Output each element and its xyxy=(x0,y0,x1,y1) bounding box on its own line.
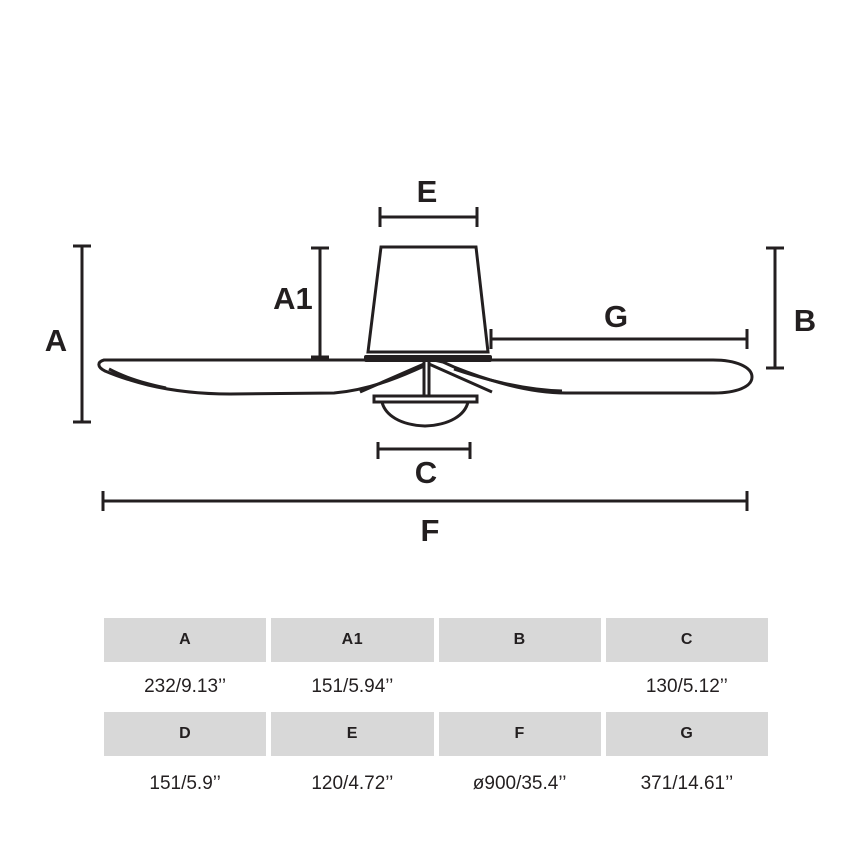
table-value-cell-f: ø900/35.4’’ xyxy=(439,756,601,812)
dim-f-label: F xyxy=(420,513,440,548)
dim-g-label: G xyxy=(603,299,629,334)
table-header-cell-a: A xyxy=(104,618,266,662)
dim-e-label: E xyxy=(416,174,438,209)
table-header-cell-e: E xyxy=(271,712,433,756)
dim-a1-label: A1 xyxy=(273,281,313,316)
dim-f-line xyxy=(103,491,747,511)
left-blade xyxy=(99,360,424,394)
table-header-cell-a1: A1 xyxy=(271,618,433,662)
dim-b-label: B xyxy=(793,303,817,338)
dim-c-label: C xyxy=(414,455,438,490)
light-kit-dome xyxy=(382,402,468,426)
table-header-cell-g: G xyxy=(606,712,768,756)
table-value-cell-g: 371/14.61’’ xyxy=(606,756,768,812)
table-header-cell-c: C xyxy=(606,618,768,662)
dim-e-line xyxy=(380,207,477,227)
table-value-cell-b xyxy=(439,662,601,712)
hub-column xyxy=(424,362,429,396)
table-value-cell-a1: 151/5.94’’ xyxy=(271,662,433,712)
dim-a-line xyxy=(73,246,91,422)
table-header-cell-b: B xyxy=(439,618,601,662)
dim-a-label: A xyxy=(44,323,68,358)
motor-flange xyxy=(364,355,492,362)
table-header-cell-d: D xyxy=(104,712,266,756)
table-value-cell-e: 120/4.72’’ xyxy=(271,756,433,812)
table-value-cell-c: 130/5.12’’ xyxy=(606,662,768,712)
table-value-cell-d: 151/5.9’’ xyxy=(104,756,266,812)
table-header-cell-f: F xyxy=(439,712,601,756)
dim-a1-line xyxy=(311,248,329,357)
dim-b-line xyxy=(766,248,784,368)
motor-housing xyxy=(368,247,488,352)
table-value-cell-a: 232/9.13’’ xyxy=(104,662,266,712)
dimensions-table xyxy=(104,618,768,812)
